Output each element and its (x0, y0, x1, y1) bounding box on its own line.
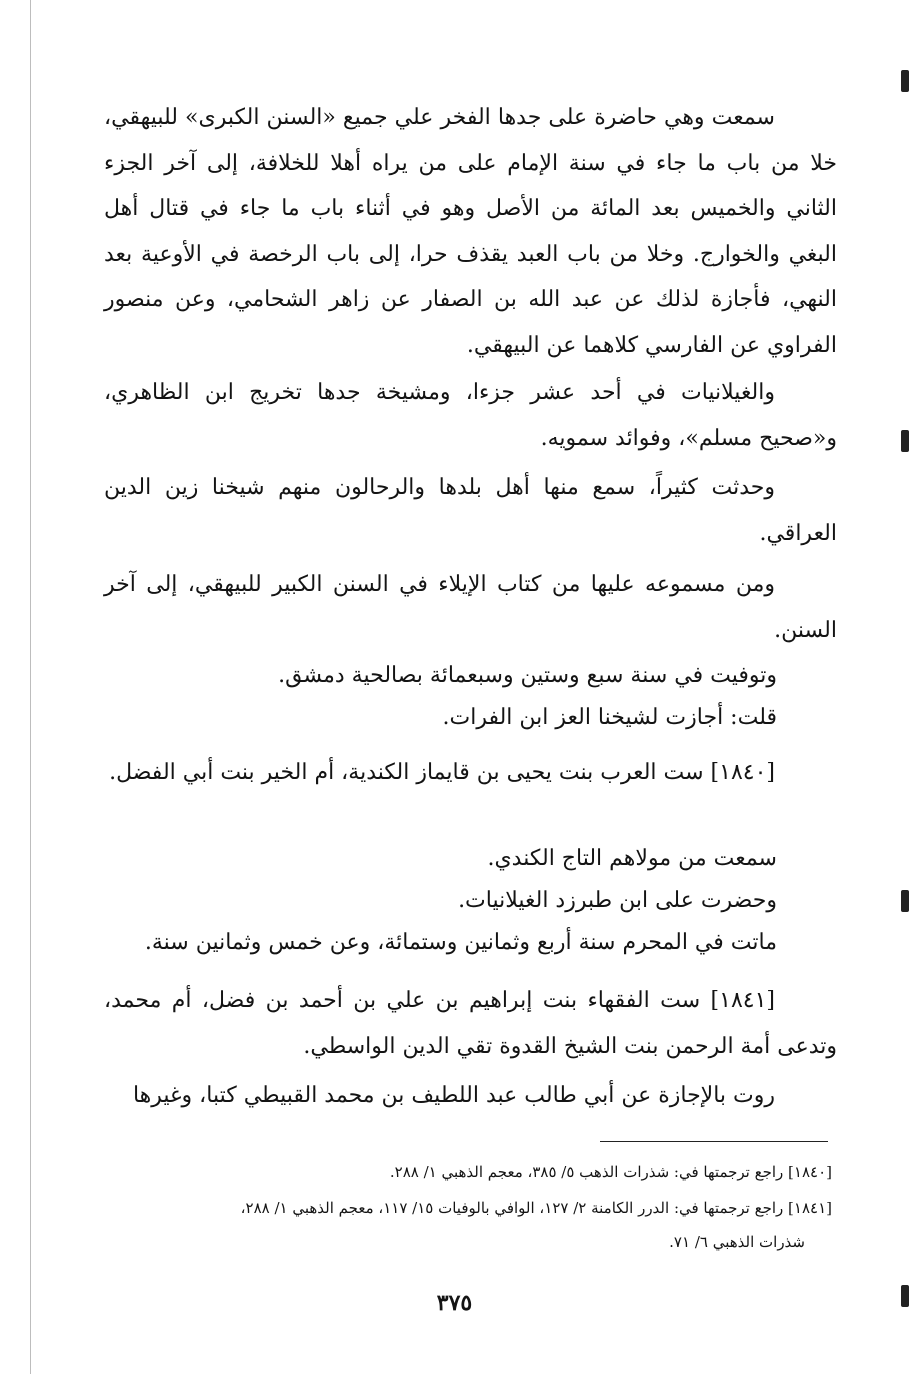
page-edge-mark (901, 430, 909, 452)
entry-1840: [١٨٤٠] ست العرب بنت يحيى بن قايماز الكندية، أم الخير بنت أبي الفضل. (109, 760, 775, 785)
entry-1840-line-2: وحضرت على ابن طبرزد الغيلانيات. (458, 888, 777, 913)
paragraph-4: ومن مسموعه عليها من كتاب الإيلاء في السنن الكبير للبيهقي، إلى آخر السنن. (104, 572, 837, 643)
page-edge-mark (901, 890, 909, 912)
page-number: ٣٧٥ (436, 1290, 473, 1316)
page-left-edge (30, 0, 31, 1374)
entry-1841: [١٨٤١] ست الفقهاء بنت إبراهيم بن علي بن أحمد بن فضل، أم محمد، وتدعى أمة الرحمن بنت الشيخ القدوة تقي الدين الواسطي. (104, 988, 837, 1059)
paragraph-2: والغيلانيات في أحد عشر جزءا، ومشيخة جدها تخريج ابن الظاهري، و«صحيح مسلم»، وفوائد سمويه. (104, 380, 837, 451)
footnote-1841: [١٨٤١] راجع ترجمتها في: الدرر الكامنة ٢/ ١٢٧، الوافي بالوفيات ١٥/ ١١٧، معجم الذهبي ١/ ٢٨٨، (240, 1199, 832, 1217)
death-line: وتوفيت في سنة سبع وستين وسبعمائة بصالحية دمشق. (278, 663, 777, 688)
note-line: قلت: أجازت لشيخنا العز ابن الفرات. (442, 705, 777, 730)
footnote-separator (600, 1141, 828, 1142)
entry-1841-continuation: روت بالإجازة عن أبي طالب عبد اللطيف بن محمد القبيطي كتبا، وغيرها (132, 1083, 775, 1108)
footnote-1841-continuation: شذرات الذهبي ٦/ ٧١. (669, 1233, 805, 1251)
paragraph-3: وحدثت كثيراً، سمع منها أهل بلدها والرحالون منهم شيخنا زين الدين العراقي. (104, 475, 837, 546)
paragraph-1: سمعت وهي حاضرة على جدها الفخر علي جميع «السنن الكبرى» للبيهقي، خلا من باب ما جاء في سنة الإمام على من يراه أهلا للخلافة، إلى آخر الجزء الثاني والخميس بعد المائة من الأصل وهو في أثناء باب ما جاء في قتال أهل البغي والخوارج. وخلا من باب العبد يقذف حرا، إلى باب الرخصة في الأوعية بعد النهي، فأجازة لذلك عن عبد الله بن الصفار عن زاهر الشحامي، وعن منصور الفراوي عن الفارسي كلاهما عن البيهقي. (104, 105, 837, 358)
entry-1840-line-1: سمعت من مولاهم التاج الكندي. (487, 846, 777, 871)
page-edge-mark (901, 70, 909, 92)
entry-1840-line-3: ماتت في المحرم سنة أربع وثمانين وستمائة، وعن خمس وثمانين سنة. (144, 930, 777, 955)
footnote-1840: [١٨٤٠] راجع ترجمتها في: شذرات الذهب ٥/ ٣٨٥، معجم الذهبي ١/ ٢٨٨. (389, 1163, 832, 1181)
